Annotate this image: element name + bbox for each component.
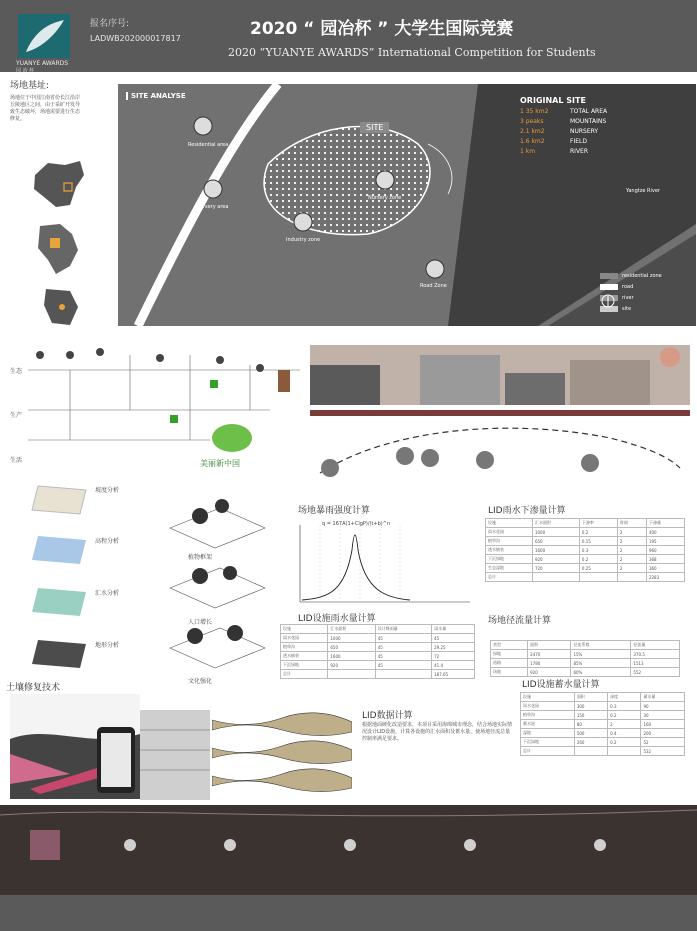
- table-cell: 1780: [528, 659, 571, 668]
- table-cell: 80: [574, 720, 607, 729]
- stat-value: 1 35 km2: [520, 108, 549, 115]
- flow-label-ecology: 生态: [10, 368, 23, 375]
- table-header-row: [486, 519, 685, 528]
- table-head-cell: 汇水面积: [328, 625, 375, 634]
- zone-label-road: Road Zone: [420, 283, 447, 289]
- table-cell: 532: [641, 747, 685, 756]
- table-cell: 1513: [631, 659, 680, 668]
- zone-label-nursery-area: Nursery area: [196, 204, 229, 210]
- flow-label-production: 生产: [10, 412, 23, 419]
- table-cell: 0.25: [579, 564, 617, 573]
- province-map-icon: [30, 220, 88, 278]
- table-cell: 160: [641, 720, 685, 729]
- table-head-cell: 深度: [608, 693, 641, 702]
- table-cell: 1600: [532, 546, 579, 555]
- table-row: [281, 634, 475, 643]
- table-cell: 植草沟: [521, 711, 575, 720]
- table-cell: 150: [574, 711, 607, 720]
- table-cell: 195: [646, 537, 684, 546]
- table-row: [281, 670, 475, 679]
- table-cell: 总计: [281, 670, 328, 679]
- table-cell: 60%: [571, 668, 631, 677]
- table-cell: 1000: [328, 634, 375, 643]
- table-cell: 2: [617, 555, 646, 564]
- table-cell: 920: [328, 661, 375, 670]
- lid-rain-table: [280, 624, 475, 679]
- table-row: [521, 729, 685, 738]
- yuanye-logo: [18, 14, 70, 58]
- table-row: [486, 573, 685, 582]
- table-header-row: [281, 625, 475, 634]
- table-head-cell: 下渗量: [646, 519, 684, 528]
- table-cell: 920: [528, 668, 571, 677]
- original-site-label: ORIGINAL SITE: [520, 96, 586, 105]
- table-cell: [579, 573, 617, 582]
- table-cell: 360: [646, 564, 684, 573]
- terrain-elevation-tile: [30, 532, 90, 568]
- table-cell: 透水铺装: [486, 546, 533, 555]
- table-row: [521, 711, 685, 720]
- table-cell: 1000: [532, 528, 579, 537]
- table-cell: 960: [646, 546, 684, 555]
- table-cell: 0.4: [608, 729, 641, 738]
- table-cell: 蓄水池: [521, 720, 575, 729]
- table-cell: 雨水花园: [486, 528, 533, 537]
- table-head-cell: 设施: [281, 625, 328, 634]
- table-row: [521, 738, 685, 747]
- runoff-table: [490, 640, 680, 677]
- stat-label: MOUNTAINS: [570, 118, 607, 125]
- city-map-icon: [40, 285, 84, 329]
- table-head-cell: 设施: [486, 519, 533, 528]
- table-head-cell: 径流系数: [571, 641, 631, 650]
- table-cell: 湿地: [521, 729, 575, 738]
- table-cell: 2: [608, 720, 641, 729]
- table-cell: [608, 747, 641, 756]
- table-cell: 720: [532, 564, 579, 573]
- table-cell: 90: [641, 702, 685, 711]
- infiltration-title: LID雨水下渗量计算: [488, 506, 566, 516]
- table-head-cell: 汇水面积: [532, 519, 579, 528]
- table-cell: 85%: [571, 659, 631, 668]
- terrain-label: 坡度分析: [95, 487, 120, 494]
- lid-data-title: LID数据计算: [362, 711, 413, 721]
- table-cell: 0.2: [608, 738, 641, 747]
- table-row: [486, 564, 685, 573]
- rain-intensity-title: 场地暴雨强度计算: [298, 506, 371, 516]
- flow-label-life: 生活: [10, 457, 23, 464]
- table-cell: 2: [617, 528, 646, 537]
- table-cell: 下沉绿地: [486, 555, 533, 564]
- legend-label: river: [622, 294, 634, 301]
- stage-label: 人口增长: [188, 619, 213, 626]
- stat-label: RIVER: [570, 148, 589, 155]
- stat-row: [520, 128, 640, 138]
- table-cell: 552: [631, 668, 680, 677]
- stat-row: [520, 108, 640, 118]
- table-cell: 2470: [528, 650, 571, 659]
- table-cell: 45: [375, 643, 431, 652]
- table-row: [521, 747, 685, 756]
- table-row: [491, 650, 680, 659]
- legend-label: residential zone: [622, 272, 662, 279]
- stage-label: 文化强化: [188, 678, 213, 685]
- stat-label: TOTAL AREA: [570, 108, 608, 115]
- table-header-row: [521, 693, 685, 702]
- table-cell: 368: [646, 555, 684, 564]
- table-cell: 0.3: [579, 546, 617, 555]
- table-cell: 植草沟: [486, 537, 533, 546]
- table-row: [491, 659, 680, 668]
- legend-swatch: [600, 273, 618, 279]
- legend-item: [600, 281, 690, 292]
- process-strip: [0, 805, 697, 895]
- china-map-icon: [30, 155, 88, 213]
- storage-table: [520, 692, 685, 756]
- table-head-cell: 雨水量: [432, 625, 475, 634]
- table-head-cell: 下渗率: [579, 519, 617, 528]
- reg-number: LADWB202000017817: [90, 34, 181, 43]
- zone-label-residential: Residential area: [188, 142, 229, 148]
- soil-repair-title: 土壤修复技术: [6, 683, 61, 693]
- zone-label-nursery-zone: Nursery zone: [368, 195, 402, 201]
- table-cell: 下沉绿地: [521, 738, 575, 747]
- table-cell: 0.3: [608, 702, 641, 711]
- site-analyse-label: SITE ANALYSE: [126, 92, 186, 100]
- table-cell: 总计: [486, 573, 533, 582]
- table-row: [521, 702, 685, 711]
- stage-axonometrics: [160, 488, 270, 668]
- table-cell: 2: [617, 564, 646, 573]
- reg-label: 报名序号:: [90, 19, 130, 29]
- stat-label: NURSERY: [570, 128, 599, 135]
- lid-section-diagram: [212, 700, 352, 805]
- table-cell: 41.4: [432, 661, 475, 670]
- table-row: [281, 643, 475, 652]
- site-heading: 场地基址:: [10, 81, 50, 91]
- footer-bar: [0, 895, 697, 931]
- rain-intensity-chart: [290, 520, 480, 610]
- history-panorama: [310, 345, 690, 405]
- table-head-cell: 面积: [574, 693, 607, 702]
- table-cell: 260: [574, 738, 607, 747]
- table-cell: 1600: [328, 652, 375, 661]
- stage-label: 植物框架: [188, 554, 213, 561]
- table-cell: 2283: [646, 573, 684, 582]
- rain-formula: q = 167A(1+ClgP)/(t+b)^n: [322, 521, 391, 527]
- table-cell: [617, 573, 646, 582]
- title-english: 2020 “YUANYE AWARDS” International Competition for Students: [228, 46, 596, 59]
- table-header-row: [491, 641, 680, 650]
- storage-title: LID设施蓄水量计算: [522, 680, 600, 690]
- title-chinese: 2020 “ 园冶杯 ” 大学生国际竞赛: [250, 19, 514, 39]
- table-cell: 30: [641, 711, 685, 720]
- table-cell: [375, 670, 431, 679]
- legend-item: [600, 270, 690, 281]
- table-row: [486, 555, 685, 564]
- table-cell: 雨水花园: [281, 634, 328, 643]
- stat-value: 3 peaks: [520, 118, 544, 125]
- ecology-flow-diagram: [10, 340, 305, 475]
- panorama-graphic: [310, 345, 690, 405]
- site-stats: [520, 108, 640, 158]
- table-cell: 45: [375, 661, 431, 670]
- table-cell: 45: [432, 634, 475, 643]
- table-cell: 200: [641, 729, 685, 738]
- table-cell: 650: [532, 537, 579, 546]
- table-head-cell: 面积: [528, 641, 571, 650]
- table-head-cell: 径流量: [631, 641, 680, 650]
- infiltration-table: [485, 518, 685, 582]
- table-row: [491, 668, 680, 677]
- timeline-bar: [310, 410, 690, 416]
- terrain-landform-tile: [30, 636, 90, 672]
- north-arrow-icon: [601, 294, 615, 308]
- table-cell: 0.2: [579, 528, 617, 537]
- stat-value: 1.6 km2: [520, 138, 545, 145]
- zone-label-industry: Industry zone: [286, 237, 321, 243]
- table-cell: 370.5: [631, 650, 680, 659]
- table-cell: 雨水花园: [521, 702, 575, 711]
- table-cell: 650: [328, 643, 375, 652]
- terrain-label: 高程分析: [95, 538, 120, 545]
- legend-swatch: [600, 284, 618, 290]
- table-cell: 总计: [521, 747, 575, 756]
- table-cell: 生态湿地: [486, 564, 533, 573]
- table-row: [521, 720, 685, 729]
- table-head-cell: 设计降雨量: [375, 625, 431, 634]
- table-cell: 下沉绿地: [281, 661, 328, 670]
- table-cell: [574, 747, 607, 756]
- table-cell: 400: [646, 528, 684, 537]
- table-head-cell: 设施: [521, 693, 575, 702]
- table-cell: 场地: [491, 668, 528, 677]
- table-cell: 45: [375, 634, 431, 643]
- table-cell: 植草沟: [281, 643, 328, 652]
- table-cell: [328, 670, 375, 679]
- aerial-site-map: [118, 84, 696, 326]
- phone-mockup-icon: [95, 725, 137, 795]
- table-cell: 52: [641, 738, 685, 747]
- table-cell: 0.2: [608, 711, 641, 720]
- table-cell: 透水铺装: [281, 652, 328, 661]
- stat-value: 1 km: [520, 148, 536, 155]
- table-cell: 500: [574, 729, 607, 738]
- terrain-slope-tile: [30, 482, 90, 518]
- stat-row: [520, 138, 640, 148]
- lid-data-text: 根据地面硬化改造要求，本项目采用海绵城市理念，结合场地实际情况设计LID设施，计算各设施的汇水面积及蓄水量，使场地径流总量控制率满足要求。: [362, 722, 513, 742]
- process-strip-graphic: [0, 805, 697, 895]
- logo-sub: 园 冶 杯: [16, 68, 35, 74]
- table-cell: 15%: [571, 650, 631, 659]
- table-row: [281, 661, 475, 670]
- table-cell: [532, 573, 579, 582]
- site-description: 场地位于中国江南省份长江沿岸丘陵地区之间，由于采矿开发导致生态破坏，场地需要进行生态修复。: [10, 95, 81, 122]
- terrain-label: 汇水分析: [95, 590, 120, 597]
- table-cell: 187.65: [432, 670, 475, 679]
- table-cell: 2: [617, 537, 646, 546]
- table-row: [486, 528, 685, 537]
- table-cell: 45: [375, 652, 431, 661]
- table-head-cell: 蓄水量: [641, 693, 685, 702]
- logo-text: YUANYE AWARDS: [16, 60, 69, 67]
- leaf-icon: [18, 14, 70, 58]
- lid-rain-title: LID设施雨水量计算: [298, 614, 376, 624]
- table-cell: 道路: [491, 659, 528, 668]
- water-gradient-graphic: [140, 710, 210, 800]
- table-cell: 300: [574, 702, 607, 711]
- table-row: [281, 652, 475, 661]
- table-cell: 0.15: [579, 537, 617, 546]
- stat-row: [520, 148, 640, 158]
- history-timeline-graphic: [310, 418, 690, 478]
- beautiful-china-badge: 美丽新中国: [200, 459, 240, 468]
- table-cell: 29.25: [432, 643, 475, 652]
- stat-value: 2.1 km2: [520, 128, 545, 135]
- table-cell: 72: [432, 652, 475, 661]
- table-head-cell: 时间: [617, 519, 646, 528]
- legend-label: road: [622, 283, 634, 290]
- table-cell: 绿地: [491, 650, 528, 659]
- terrain-catchment-tile: [30, 584, 90, 620]
- terrain-label: 地形分析: [95, 642, 120, 649]
- river-label: Yangtze River: [626, 188, 660, 194]
- site-label: SITE: [360, 122, 389, 133]
- runoff-title: 场地径流量计算: [488, 616, 552, 626]
- legend-label: site: [622, 305, 632, 312]
- table-cell: 920: [532, 555, 579, 564]
- table-cell: 2: [617, 546, 646, 555]
- table-row: [486, 546, 685, 555]
- stat-label: FIELD: [570, 138, 587, 145]
- table-row: [486, 537, 685, 546]
- table-cell: 0.2: [579, 555, 617, 564]
- stat-row: [520, 118, 640, 128]
- table-head-cell: 类型: [491, 641, 528, 650]
